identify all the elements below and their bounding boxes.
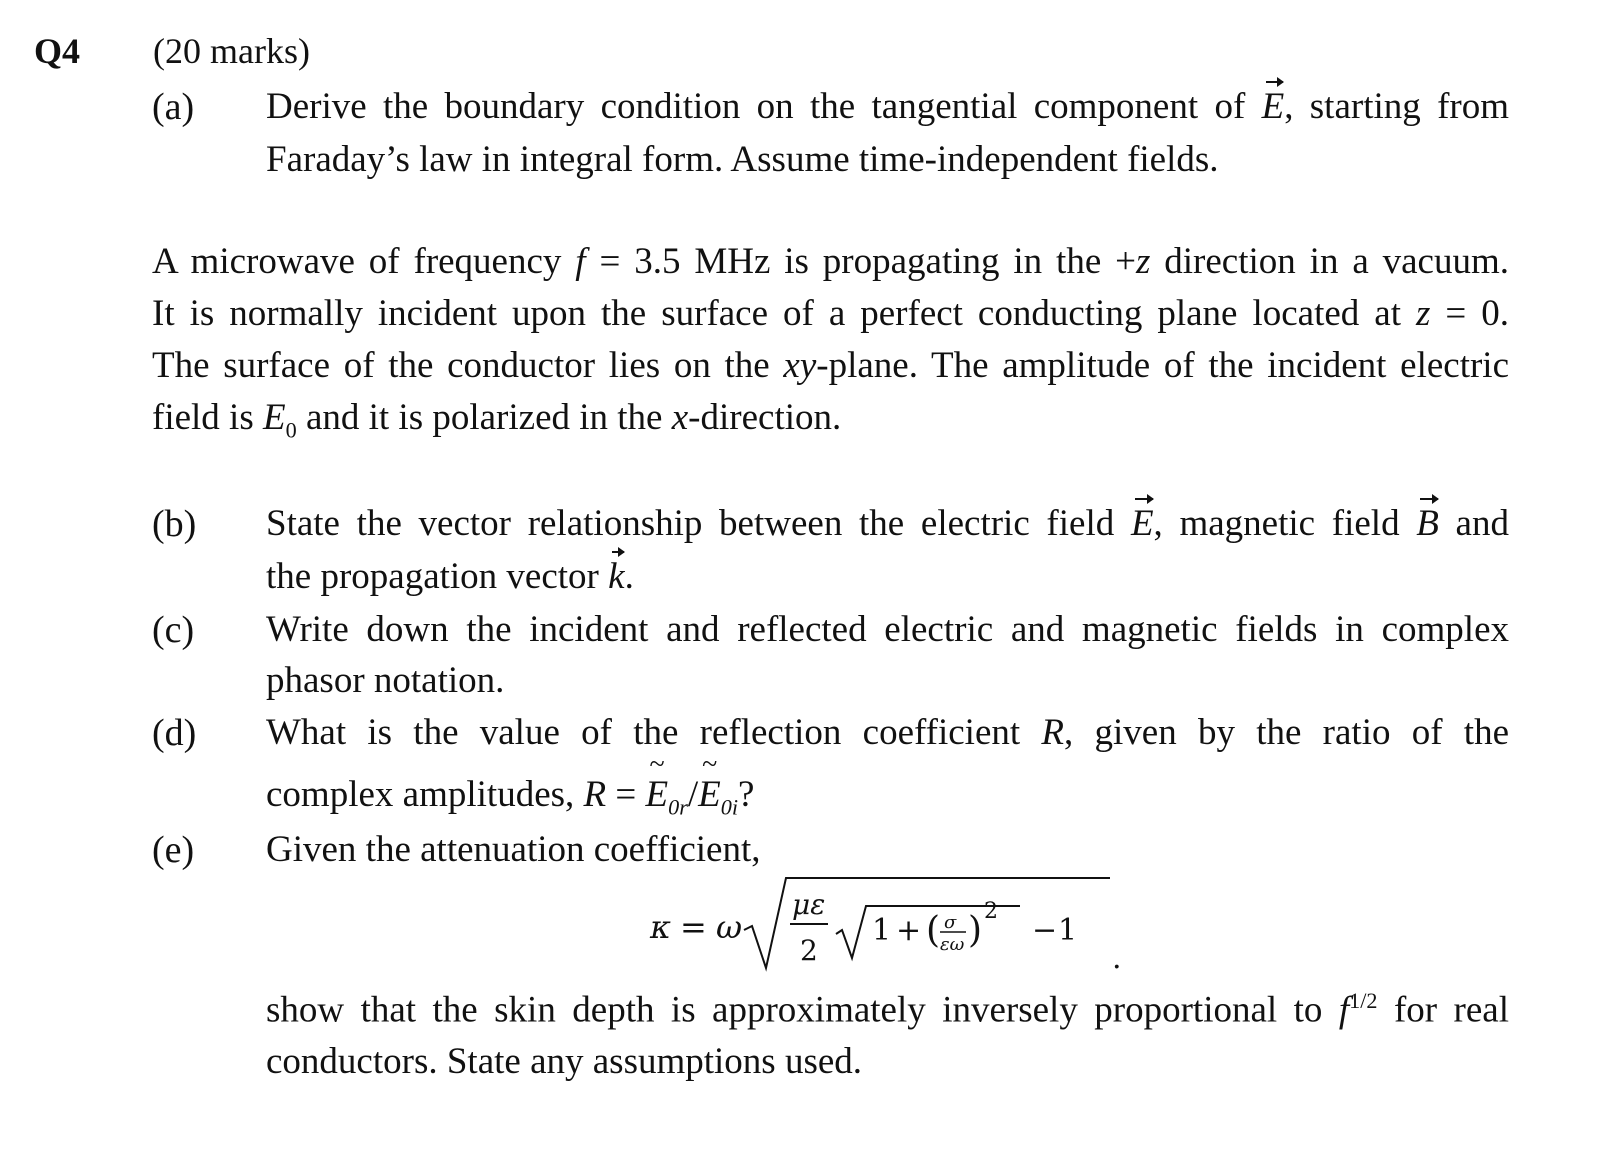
intro-line-1: A microwave of frequency f = 3.5 MHz is propagating in the +z direction in a vacuum. bbox=[152, 241, 1509, 282]
kappa-symbol: κ bbox=[650, 908, 671, 946]
question-number: Q4 bbox=[34, 31, 81, 71]
part-d-label: (d) bbox=[152, 712, 197, 754]
square-exponent: 2 bbox=[984, 899, 998, 924]
formula-period: . bbox=[1112, 941, 1122, 976]
attenuation-formula bbox=[640, 868, 1140, 978]
intro-line-2: It is normally incident upon the surface of a perfect conducting plane located at z = 0. bbox=[152, 293, 1509, 334]
part-e-label: (e) bbox=[152, 829, 195, 871]
left-paren: ( bbox=[926, 910, 941, 951]
intro-line-3: The surface of the conductor lies on the xy-plane. The amplitude of the incident electric bbox=[152, 345, 1509, 386]
plus-sign: + bbox=[896, 913, 922, 948]
part-d-line-1: What is the value of the reflection coefficient R, given by the ratio of the bbox=[266, 712, 1509, 753]
inner-one: 1 bbox=[872, 913, 892, 948]
part-a-line-1: Derive the boundary condition on the tangential component of E, starting from bbox=[266, 86, 1510, 127]
part-c-line-2: phasor notation. bbox=[266, 660, 505, 701]
part-d-line-2: complex amplitudes, R = E $\sim_{0r}/E$ $\sim_{0i}$? bbox=[266, 773, 754, 820]
part-c-label: (c) bbox=[152, 609, 195, 651]
outer-one: 1 bbox=[1058, 913, 1078, 948]
part-e-line-3: show that the skin depth is approximately inversely proportional to $f^{1/2}$ for real bbox=[266, 988, 1509, 1031]
part-a-line-2: Faraday’s law in integral form. Assume time-independent fields. bbox=[266, 139, 1219, 180]
minus-sign: − bbox=[1032, 913, 1058, 948]
part-b-line-2: the propagation vector k. bbox=[266, 556, 634, 597]
equals-sign: = bbox=[680, 908, 707, 946]
omega-symbol: ω bbox=[716, 908, 743, 946]
mu-epsilon: με bbox=[792, 888, 826, 921]
intro-line-4: field is $E_0$ and it is polarized in the x-direction. bbox=[152, 397, 842, 443]
question-marks: (20 marks) bbox=[153, 31, 310, 71]
right-paren: ) bbox=[968, 910, 983, 951]
part-c-line-1: Write down the incident and reflected electric and magnetic fields in complex bbox=[266, 609, 1509, 650]
sigma-symbol: σ bbox=[944, 912, 957, 933]
part-e-line-1: Given the attenuation coefficient, bbox=[266, 829, 761, 870]
eps-omega: εω bbox=[940, 934, 965, 955]
part-e-line-4: conductors. State any assumptions used. bbox=[266, 1041, 863, 1082]
denominator-two: 2 bbox=[800, 934, 818, 967]
part-b-label: (b) bbox=[152, 503, 197, 545]
part-a-label: (a) bbox=[152, 86, 195, 128]
part-b-line-1: State the vector relationship between the electric field E, magnetic field B and bbox=[266, 503, 1509, 544]
